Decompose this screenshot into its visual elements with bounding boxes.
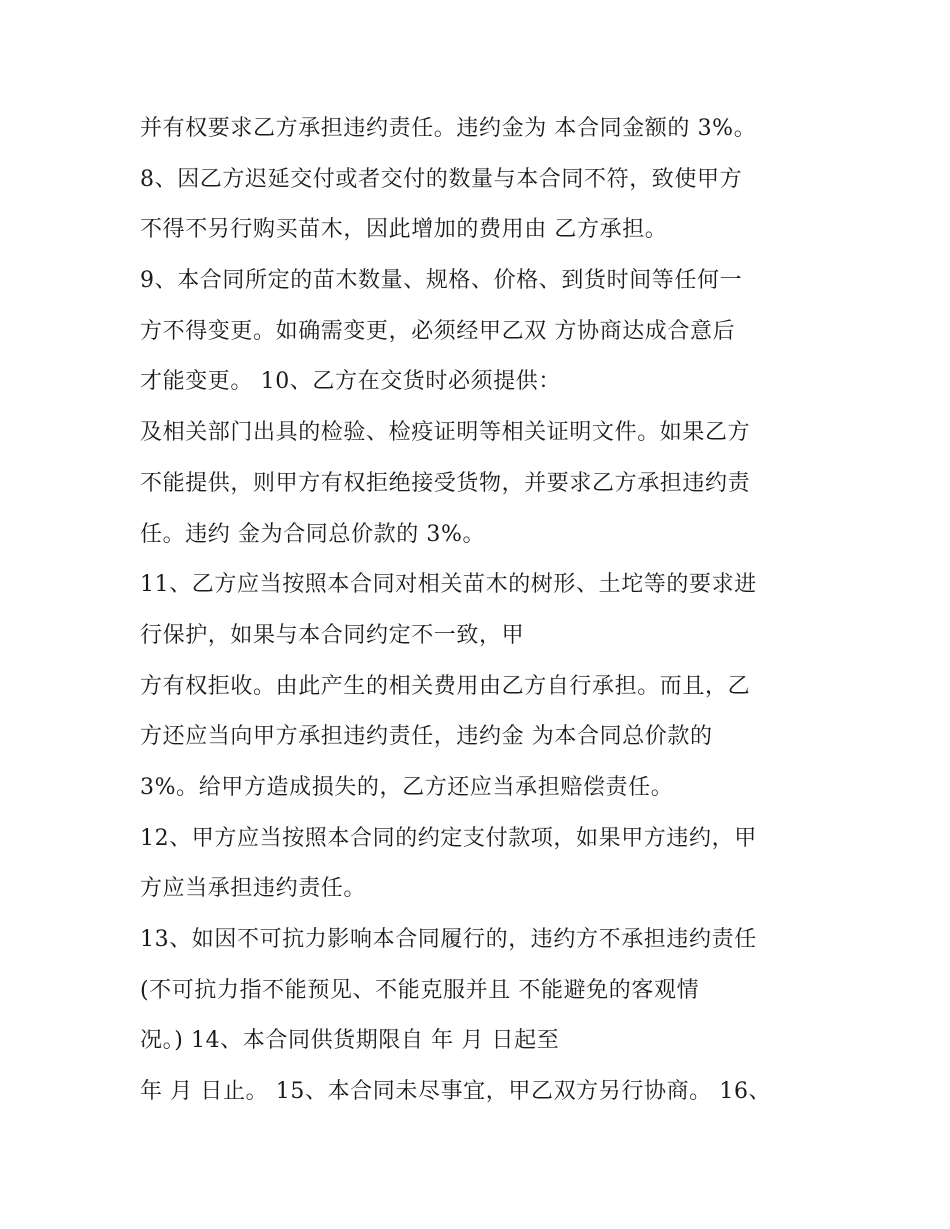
text-line-10: 11、乙方应当按照本合同对相关苗木的树形、土坨等的要求进 (140, 572, 757, 598)
text-line-11: 行保护，如果与本合同约定不一致，甲 (140, 622, 525, 648)
text-line-20: 年 月 日止。 15、本合同未尽事宜，甲乙双方另行协商。 16、 (140, 1079, 772, 1105)
text-line-13: 方还应当向甲方承担违约责任，违约金 为本合同总价款的 (140, 724, 713, 750)
text-line-15: 12、甲方应当按照本合同的约定支付款项，如果甲方违约，甲 (140, 825, 757, 851)
text-line-2: 8、因乙方迟延交付或者交付的数量与本合同不符，致使甲方 (140, 166, 743, 192)
text-line-17: 13、如因不可抗力影响本合同履行的，违约方不承担违约责任 (140, 927, 757, 952)
text-line-16: 方应当承担违约责任。 (140, 876, 367, 902)
text-line-4: 9、本合同所定的苗木数量、规格、价格、到货时间等任何一 (140, 268, 743, 294)
text-line-7: 及相关部门出具的检验、检疫证明等相关证明文件。如果乙方 (140, 420, 751, 446)
text-line-14: 3%。给甲方造成损失的，乙方还应当承担赔偿责任。 (140, 774, 674, 800)
text-line-6: 才能变更。 10、乙方在交货时必须提供： (140, 369, 561, 395)
text-line-9: 任。违约 金为合同总价款的 3%。 (140, 521, 486, 547)
text-line-12: 方有权拒收。由此产生的相关费用由乙方自行承担。而且，乙 (140, 673, 751, 699)
text-line-5: 方不得变更。如确需变更，必须经甲乙双 方协商达成合意后 (140, 318, 736, 344)
text-line-19: 况。) 14、本合同供货期限自 年 月 日起至 (140, 1028, 560, 1054)
text-line-18: (不可抗力指不能预见、不能克服并且 不能避免的客观情 (140, 977, 700, 1003)
text-line-8: 不能提供，则甲方有权拒绝接受货物，并要求乙方承担违约责 (140, 470, 751, 496)
text-line-1: 并有权要求乙方承担违约责任。违约金为 本合同金额的 3%。 (140, 116, 757, 141)
contract-text-body (140, 104, 840, 1118)
text-line-3: 不得不另行购买苗木，因此增加的费用由 乙方承担。 (140, 217, 668, 243)
